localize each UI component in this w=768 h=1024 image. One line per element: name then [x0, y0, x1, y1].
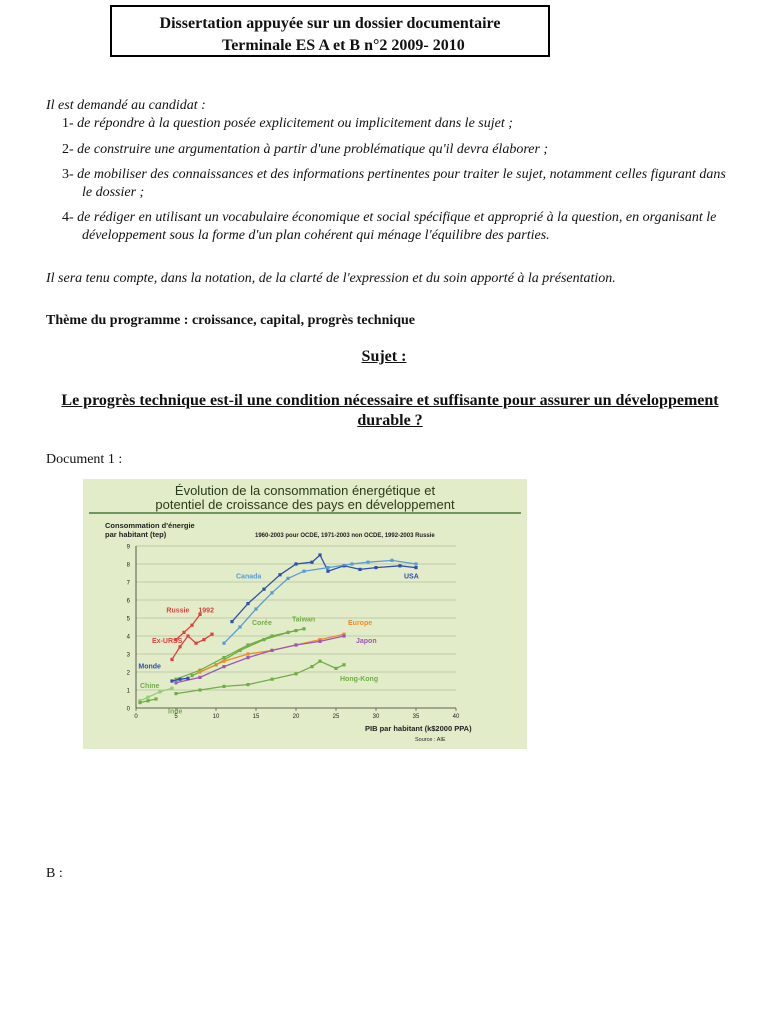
series-point: [190, 674, 193, 677]
series-label: 1992: [198, 607, 214, 615]
instruction-num: 2-: [62, 142, 74, 157]
x-tick-label: 20: [292, 714, 300, 720]
y-tick-label: 4: [126, 634, 130, 641]
series-point: [326, 570, 329, 573]
instruction-num: 3-: [62, 167, 74, 182]
series-label: Canada: [236, 573, 262, 581]
series-point: [146, 699, 149, 702]
series-label: Inde: [168, 708, 183, 716]
series-point: [286, 577, 289, 580]
chart-ylabel-line-1: Consommation d'énergie: [105, 521, 195, 530]
presentation-note: Il sera tenu compte, dans la notation, de la clarté de l'expression et du soin apporté à la présentation.: [46, 271, 616, 286]
series-point: [174, 681, 177, 684]
series-label: Chine: [140, 683, 160, 691]
series-label: USA: [404, 573, 419, 581]
chart-subtitle: 1960-2003 pour OCDE, 1971-2003 non OCDE, 1992-2003 Russie: [255, 533, 435, 539]
series-point: [198, 670, 201, 673]
x-tick-label: 15: [252, 714, 260, 720]
series-label: Ex-URSS: [152, 638, 183, 646]
series-point: [294, 672, 297, 675]
series-point: [222, 685, 225, 688]
series-point: [414, 566, 417, 569]
series-point: [318, 640, 321, 643]
x-tick-label: 5: [174, 714, 178, 720]
series-point: [366, 561, 369, 564]
series-point: [318, 553, 321, 556]
y-tick-label: 3: [126, 652, 130, 659]
series-point: [246, 683, 249, 686]
series-point: [294, 562, 297, 565]
x-tick-label: 0: [134, 714, 138, 720]
x-tick-label: 10: [212, 714, 220, 720]
series-point: [318, 660, 321, 663]
series-point: [326, 566, 329, 569]
instruction-num: 4-: [62, 210, 74, 225]
document-1-label: Document 1 :: [46, 452, 123, 467]
instruction-text: de construire une argumentation à partir d'une problématique qu'il devra élaborer ;: [77, 142, 549, 157]
series-point: [198, 676, 201, 679]
series-point: [246, 652, 249, 655]
series-label: Monde: [138, 663, 161, 671]
series-point: [294, 643, 297, 646]
energy-chart-svg: [83, 479, 527, 749]
chart-title-line-1: Évolution de la consommation énergétique et: [174, 483, 436, 498]
series-point: [334, 667, 337, 670]
x-tick-label: 35: [412, 714, 420, 720]
series-point: [230, 620, 233, 623]
instruction-item-3: [62, 166, 727, 202]
y-tick-label: 6: [126, 598, 130, 605]
chart-ylabel-line-2: par habitant (tep): [105, 530, 167, 539]
series-label: Hong-Kong: [340, 676, 379, 683]
y-tick-label: 0: [126, 706, 130, 713]
b-label: B :: [46, 866, 63, 881]
series-point: [310, 665, 313, 668]
series-point: [414, 562, 417, 565]
series-point: [358, 568, 361, 571]
series-point: [222, 660, 225, 663]
instruction-num: 1-: [62, 116, 74, 131]
series-point: [374, 566, 377, 569]
series-label: Taiwan: [292, 616, 316, 624]
header-line-2: Terminale ES A et B n°2 2009- 2010: [222, 37, 465, 54]
series-point: [186, 677, 189, 680]
series-point: [146, 696, 149, 699]
series-point: [210, 633, 213, 636]
instruction-text: de mobiliser des connaissances et des informations pertinentes pour traiter le sujet, notamment celles figurant dans le dossier ;: [77, 167, 726, 200]
series-point: [238, 625, 241, 628]
chart-title-line-2: potentiel de croissance des pays en développement: [155, 497, 455, 512]
instruction-item-1: [62, 115, 722, 133]
y-tick-label: 8: [126, 562, 130, 569]
series-point: [238, 649, 241, 652]
x-tick-label: 30: [372, 714, 380, 720]
series-point: [186, 634, 189, 637]
series-point: [390, 559, 393, 562]
series-point: [262, 588, 265, 591]
series-point: [178, 645, 181, 648]
series-point: [170, 658, 173, 661]
series-point: [278, 573, 281, 576]
energy-chart: [83, 479, 527, 749]
series-point: [222, 642, 225, 645]
series-point: [174, 692, 177, 695]
series-point: [194, 642, 197, 645]
series-point: [138, 701, 141, 704]
series-label: Corée: [252, 620, 272, 628]
series-point: [350, 562, 353, 565]
sujet-label: Sujet :: [361, 348, 407, 365]
series-point: [202, 638, 205, 641]
series-point: [270, 649, 273, 652]
series-point: [182, 631, 185, 634]
series-point: [310, 561, 313, 564]
series-point: [342, 663, 345, 666]
series-point: [170, 679, 173, 682]
x-tick-label: 25: [332, 714, 340, 720]
series-point: [170, 687, 173, 690]
series-point: [270, 591, 273, 594]
chart-xlabel: PIB par habitant (k$2000 PPA): [365, 724, 472, 733]
instruction-text: de rédiger en utilisant un vocabulaire économique et social spécifique et approprié à la question, en organisant le développement sous la forme d'un plan cohérent qui ménage l'équilibre des parties.: [77, 210, 717, 243]
series-point: [342, 634, 345, 637]
series-point: [302, 570, 305, 573]
program-theme: Thème du programme : croissance, capital, progrès technique: [46, 313, 416, 328]
series-label: Europe: [348, 620, 373, 628]
y-tick-label: 2: [126, 670, 130, 677]
chart-source: Source : AIE: [415, 737, 446, 743]
series-point: [222, 665, 225, 668]
header-box: [110, 5, 550, 57]
series-point: [158, 690, 161, 693]
y-tick-label: 9: [126, 544, 130, 551]
series-point: [254, 607, 257, 610]
series-line-japon: [176, 636, 344, 683]
series-point: [262, 638, 265, 641]
series-point: [398, 564, 401, 567]
series-label: Russie: [166, 607, 190, 615]
header-line-1: Dissertation appuyée sur un dossier documentaire: [159, 15, 501, 32]
series-point: [246, 656, 249, 659]
series-point: [154, 697, 157, 700]
instruction-item-4: [62, 209, 727, 245]
sujet-text: Le progrès technique est-il une condition nécessaire et suffisante pour assurer un développement durable ?: [61, 392, 719, 429]
y-tick-label: 1: [126, 688, 130, 695]
instruction-text: de répondre à la question posée explicitement ou implicitement dans le sujet ;: [77, 116, 513, 131]
series-point: [286, 631, 289, 634]
series-label: Japon: [356, 638, 377, 646]
series-point: [190, 624, 193, 627]
instructions-intro: Il est demandé au candidat :: [46, 98, 206, 113]
series-point: [302, 627, 305, 630]
x-tick-label: 40: [452, 714, 460, 720]
series-point: [270, 678, 273, 681]
y-tick-label: 7: [126, 580, 130, 587]
series-point: [178, 678, 181, 681]
series-point: [246, 602, 249, 605]
series-point: [198, 688, 201, 691]
y-tick-label: 5: [126, 616, 130, 623]
series-line-usa: [232, 555, 416, 622]
instruction-item-2: [62, 141, 722, 159]
series-line-europe: [200, 634, 344, 672]
